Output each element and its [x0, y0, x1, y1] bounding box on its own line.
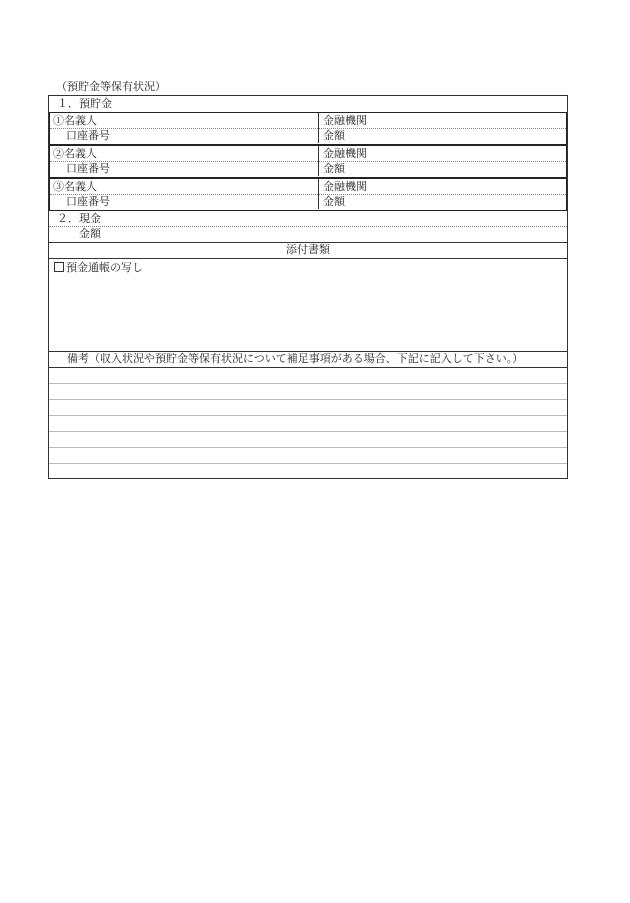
page-title: （預貯金等保有状況） [56, 80, 166, 93]
account-holder-field[interactable]: ②名義人 [53, 147, 97, 160]
attachments-heading-row [49, 242, 567, 258]
asset-holding-form [48, 95, 568, 479]
passbook-copy-checkbox[interactable] [54, 262, 64, 272]
deposit-group-3 [49, 178, 567, 211]
remarks-input-area[interactable] [49, 368, 567, 478]
amount-field[interactable]: 金額 [323, 195, 345, 208]
deposits-heading: １．預貯金 [57, 97, 112, 110]
amount-field[interactable]: 金額 [323, 129, 345, 142]
cash-heading-row [49, 211, 567, 226]
passbook-copy-label: 預金通帳の写し [66, 261, 143, 274]
divider [49, 258, 567, 259]
account-holder-field[interactable]: ③名義人 [53, 180, 97, 193]
financial-institution-field[interactable]: 金融機関 [323, 180, 367, 193]
account-number-field[interactable]: 口座番号 [66, 129, 110, 142]
account-number-field[interactable]: 口座番号 [66, 162, 110, 175]
cash-amount-row [49, 226, 567, 242]
deposit-group-2 [49, 145, 567, 178]
account-number-field[interactable]: 口座番号 [66, 195, 110, 208]
cash-amount-field[interactable]: 金額 [79, 227, 101, 240]
financial-institution-field[interactable]: 金融機関 [323, 114, 367, 127]
attachment-item [49, 260, 567, 276]
deposit-group-1 [49, 112, 567, 145]
remarks-heading-row [49, 351, 567, 367]
account-holder-field[interactable]: ①名義人 [53, 114, 97, 127]
attachments-heading: 添付書類 [286, 243, 330, 256]
deposits-heading-row [49, 96, 567, 112]
amount-field[interactable]: 金額 [323, 162, 345, 175]
cash-heading: ２．現金 [57, 212, 101, 225]
remarks-heading: 備考（収入状況や預貯金等保有状況について補足事項がある場合、下記に記入して下さい。） [67, 352, 524, 365]
financial-institution-field[interactable]: 金融機関 [323, 147, 367, 160]
